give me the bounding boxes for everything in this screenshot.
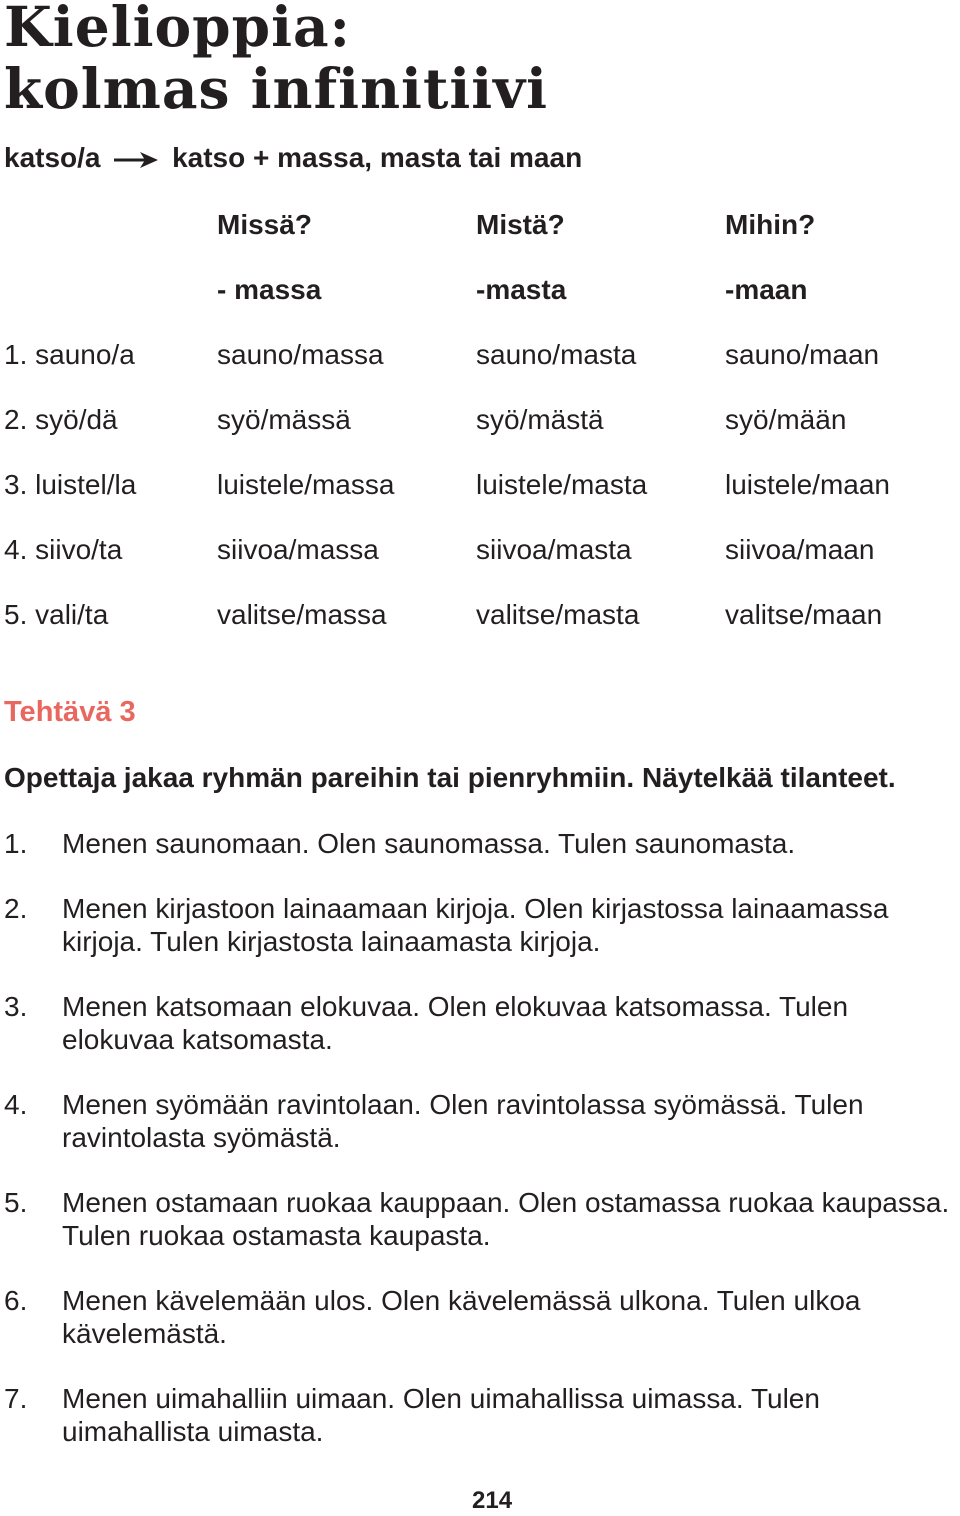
ending-maan: -maan <box>725 274 808 305</box>
verb-base: 2. syö/dä <box>4 404 118 435</box>
form-masta: syö/mästä <box>476 404 604 435</box>
table-row <box>0 530 960 570</box>
header-mihin: Mihin? <box>725 209 816 240</box>
table-row <box>0 595 960 635</box>
rule-line <box>4 138 582 178</box>
form-maan: valitse/maan <box>725 599 883 630</box>
exercise-text: Menen kirjastoon lainaamaan kirjoja. Olen kirjastossa lainaamassa kirjoja. Tulen kirjastosta lainaamasta kirjoja. <box>62 893 889 957</box>
exercise-text: Menen saunomaan. Olen saunomassa. Tulen saunomasta. <box>62 828 796 859</box>
task-title: Tehtävä 3 <box>4 696 136 728</box>
form-maan: syö/mään <box>725 404 847 435</box>
exercise-text: Menen katsomaan elokuvaa. Olen elokuvaa katsomassa. Tulen elokuvaa katsomasta. <box>62 991 849 1055</box>
rule-base: katso/a <box>4 142 101 173</box>
form-massa: siivoa/massa <box>217 534 379 565</box>
exercise-number: 4. <box>4 1089 28 1120</box>
exercise-number: 1. <box>4 828 28 859</box>
exercise-text: Menen syömään ravintolaan. Olen ravintolassa syömässä. Tulen ravintolasta syömästä. <box>62 1089 864 1153</box>
form-masta: valitse/masta <box>476 599 640 630</box>
table-row <box>0 335 960 375</box>
page-title-line-1: Kielioppia: <box>4 0 351 59</box>
exercise-number: 5. <box>4 1187 28 1218</box>
table-row <box>0 400 960 440</box>
right-arrow-icon <box>112 150 160 170</box>
exercise-number: 7. <box>4 1383 28 1414</box>
table-row <box>0 465 960 505</box>
verb-base: 4. siivo/ta <box>4 534 123 565</box>
ending-masta: -masta <box>476 274 567 305</box>
form-massa: sauno/massa <box>217 339 384 370</box>
exercise-text: Menen kävelemään ulos. Olen kävelemässä ulkona. Tulen ulkoa kävelemästä. <box>62 1285 861 1349</box>
form-maan: sauno/maan <box>725 339 880 370</box>
table-endings-row <box>0 270 960 310</box>
exercise-text: Menen ostamaan ruokaa kauppaan. Olen ostamassa ruokaa kaupassa. Tulen ruokaa ostamasta kaupasta. <box>62 1187 950 1251</box>
form-maan: siivoa/maan <box>725 534 875 565</box>
exercise-number: 3. <box>4 991 28 1022</box>
ending-massa: - massa <box>217 274 322 305</box>
task-instruction: Opettaja jakaa ryhmän pareihin tai pienryhmiin. Näytelkää tilanteet. <box>4 762 896 793</box>
form-masta: siivoa/masta <box>476 534 632 565</box>
rule-result: katso + massa, masta tai maan <box>172 142 583 173</box>
form-masta: luistele/masta <box>476 469 648 500</box>
form-massa: syö/mässä <box>217 404 351 435</box>
verb-base: 1. sauno/a <box>4 339 135 370</box>
form-masta: sauno/masta <box>476 339 637 370</box>
table-header-row <box>0 205 960 245</box>
header-mista: Mistä? <box>476 209 565 240</box>
exercise-number: 2. <box>4 893 28 924</box>
page-number: 214 <box>472 1487 513 1514</box>
exercise-text: Menen uimahalliin uimaan. Olen uimahallissa uimassa. Tulen uimahallista uimasta. <box>62 1383 820 1447</box>
form-maan: luistele/maan <box>725 469 890 500</box>
header-missa: Missä? <box>217 209 312 240</box>
verb-base: 3. luistel/la <box>4 469 137 500</box>
exercise-number: 6. <box>4 1285 28 1316</box>
verb-base: 5. vali/ta <box>4 599 109 630</box>
form-massa: luistele/massa <box>217 469 395 500</box>
page-title-line-2: kolmas infinitiivi <box>4 56 548 121</box>
form-massa: valitse/massa <box>217 599 387 630</box>
